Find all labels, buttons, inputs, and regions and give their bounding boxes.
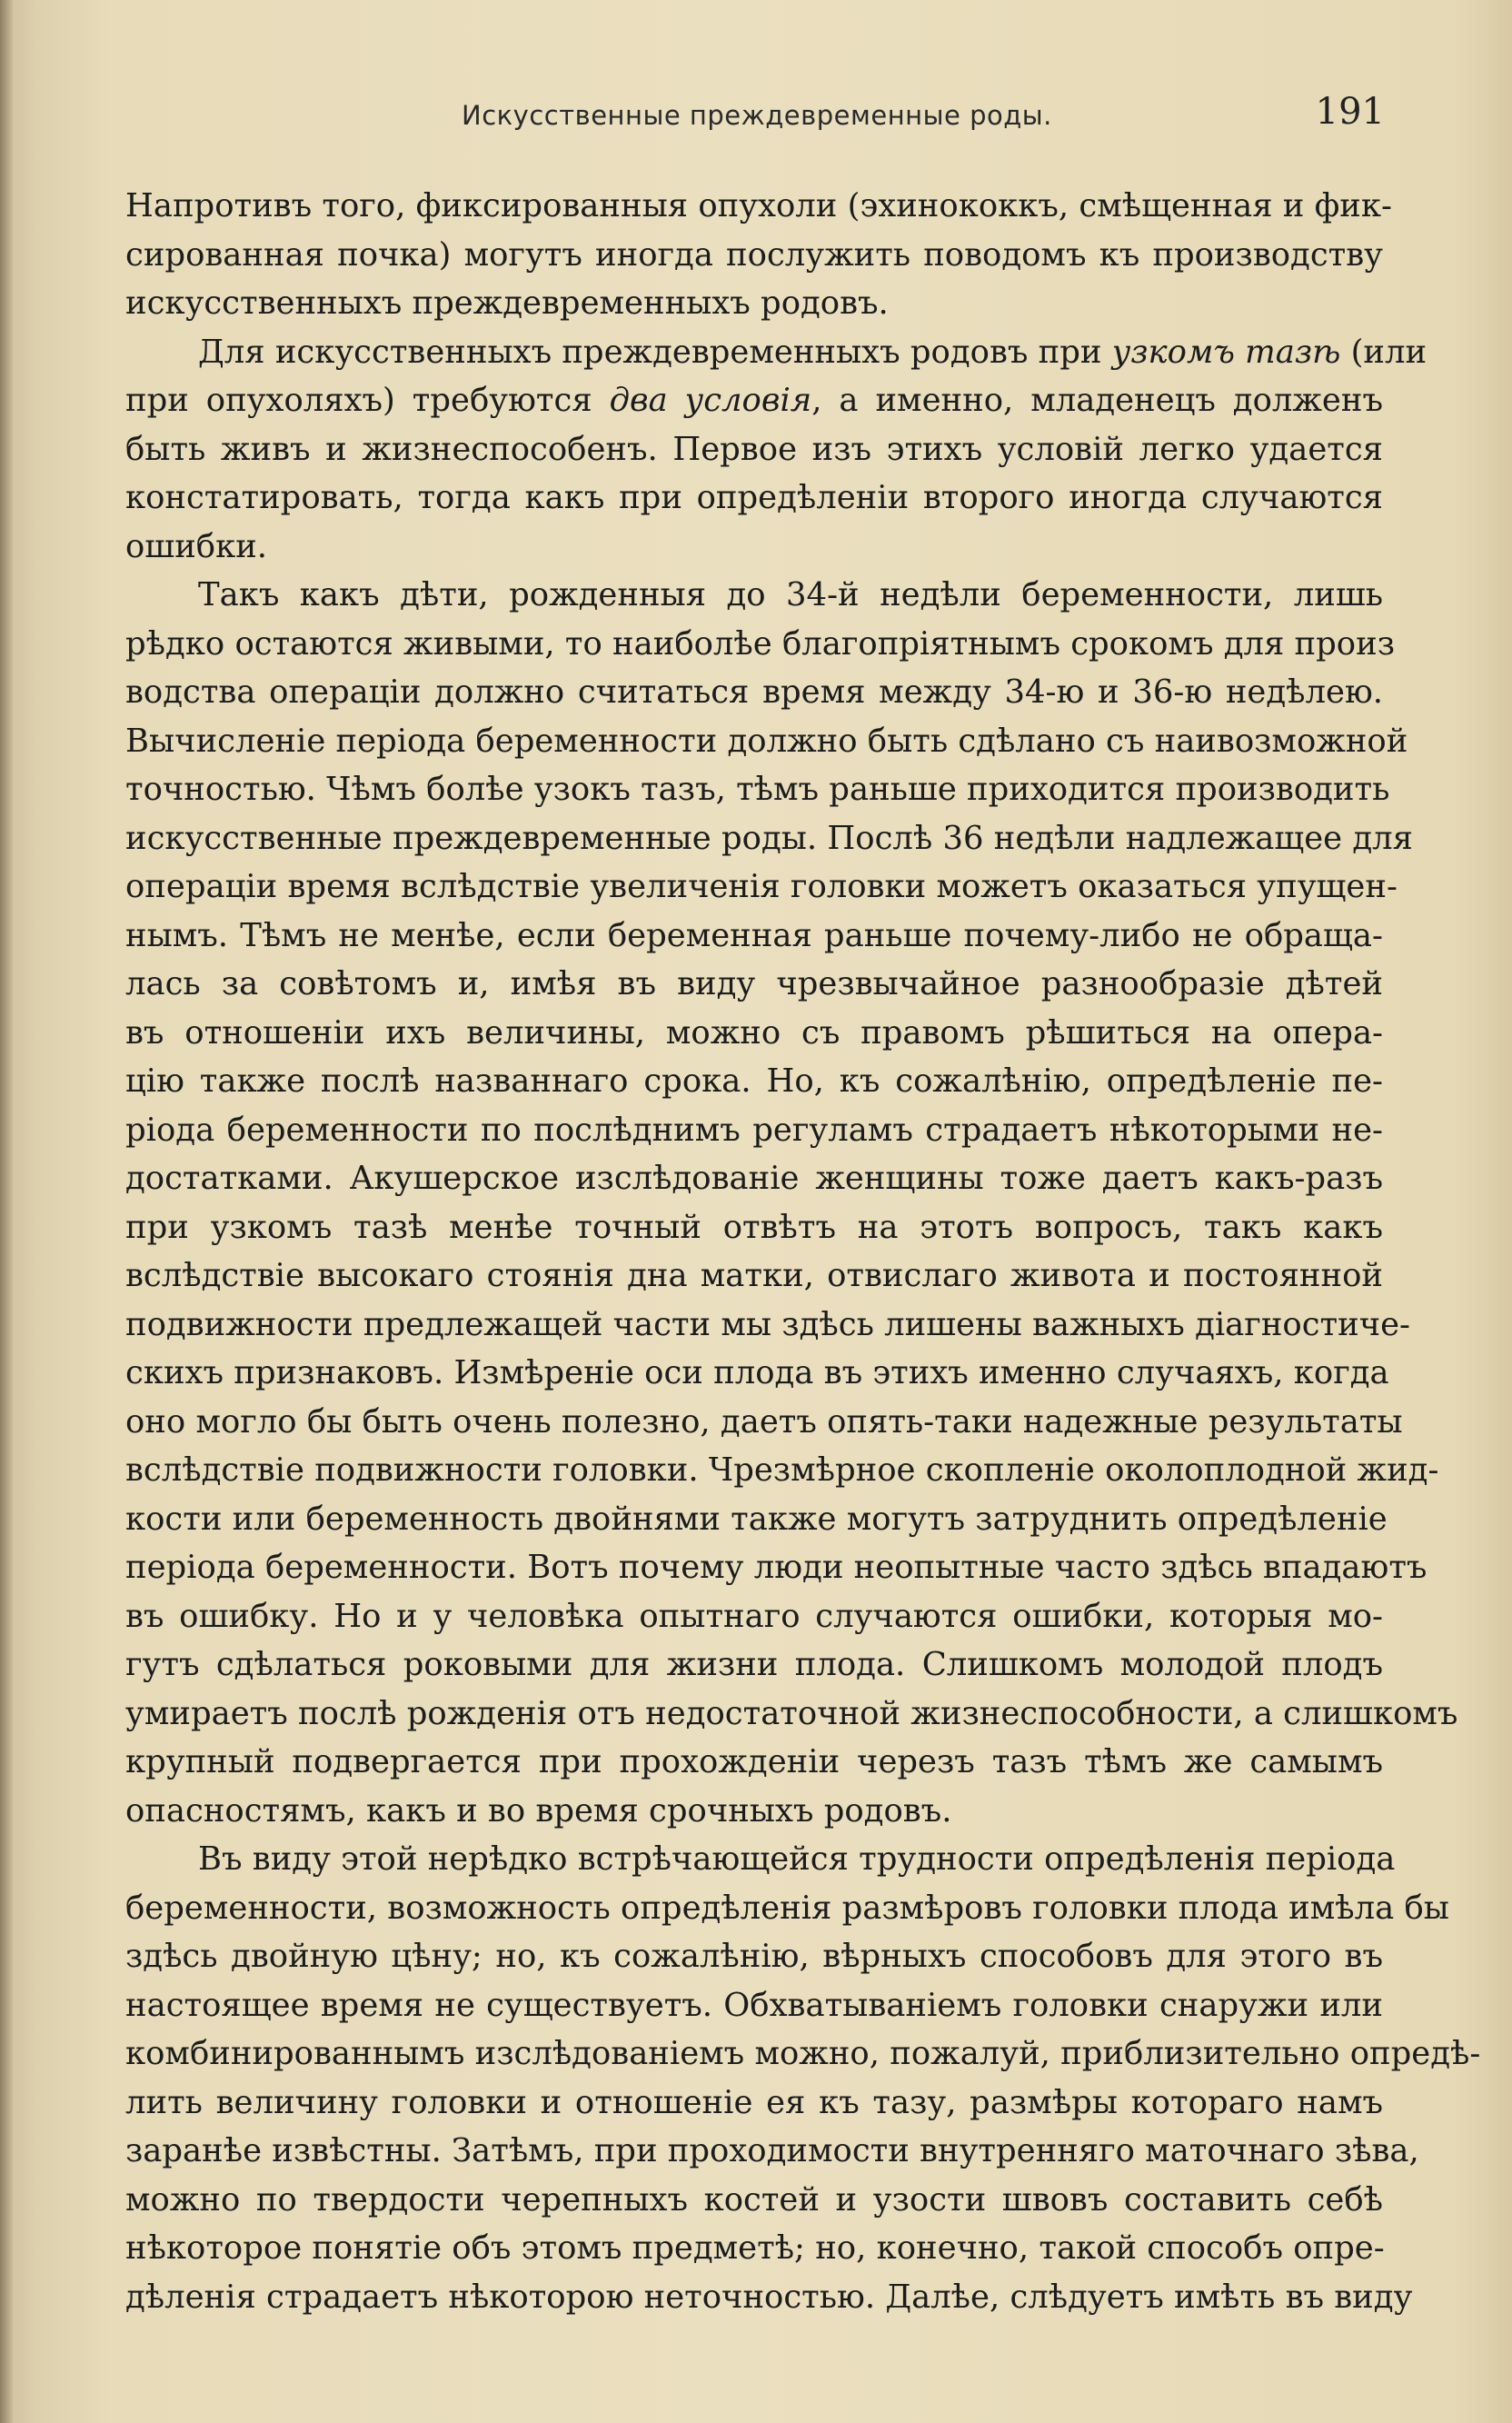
text-line: кости или беременность двойнями также могутъ затруднить опредѣленіе <box>125 1500 1388 1538</box>
binding-shadow <box>0 0 13 2423</box>
text-line: операціи время вслѣдствіе увеличенія головки можетъ оказаться упущен- <box>125 868 1398 905</box>
text-line: нѣкоторое понятіе объ этомъ предметѣ; но, конечно, такой способъ опре- <box>125 2229 1385 2267</box>
text-line: дѣленія страдаетъ нѣкоторою неточностью. Далѣе, слѣдуетъ имѣть въ виду <box>125 2278 1413 2316</box>
text-segment: два условія <box>609 382 812 419</box>
text-line: подвижности предлежащей части мы здѣсь лишены важныхъ діагностиче- <box>125 1305 1411 1343</box>
paragraph <box>125 571 1458 1835</box>
text-line <box>125 328 1427 377</box>
text-line: вслѣдствіе подвижности головки. Чрезмѣрное скопленіе околоплодной жид- <box>125 1451 1439 1489</box>
text-line: здѣсь двойную цѣну; но, къ сожалѣнію, вѣрныхъ способовъ для этого въ <box>125 1938 1383 1975</box>
text-line: беременности, возможность опредѣленія размѣровъ головки плода имѣла бы <box>125 1889 1449 1927</box>
text-line: крупный подвергается при прохожденіи черезъ тазъ тѣмъ же самымъ <box>125 1743 1383 1780</box>
text-line: скихъ признаковъ. Измѣреніе оси плода въ этихъ именно случаяхъ, когда <box>125 1354 1389 1391</box>
text-line: искусственныхъ преждевременныхъ родовъ. <box>125 284 889 322</box>
text-line: водства операціи должно считаться время между 34-ю и 36-ю недѣлею. <box>125 673 1383 711</box>
text-line <box>125 376 1383 425</box>
text-line: цію также послѣ названнаго срока. Но, къ сожалѣнію, опредѣленіе пе- <box>125 1062 1383 1100</box>
text-line: констатировать, тогда какъ при опредѣленіи второго иногда случаются <box>125 479 1383 516</box>
text-line: нымъ. Тѣмъ не менѣе, если беременная раньше почему-либо не обраща- <box>125 916 1383 954</box>
running-title: Искусственные преждевременные роды. <box>462 100 1052 131</box>
text-line: оно могло бы быть очень полезно, даетъ опять-таки надежные результаты <box>125 1402 1403 1441</box>
text-line: Вычисленіе періода беременности должно быть сдѣлано съ наивозможной <box>125 722 1408 760</box>
text-line: настоящее время не существуетъ. Обхватываніемъ головки снаружи или <box>125 1986 1383 2024</box>
text-line: гутъ сдѣлаться роковыми для жизни плода. Слишкомъ молодой плодъ <box>125 1646 1383 1683</box>
page-header <box>125 91 1385 145</box>
text-line: искусственные преждевременные роды. Послѣ 36 недѣли надлежащее для <box>125 819 1413 857</box>
text-line: лась за совѣтомъ и, имѣя въ виду чрезвычайное разнообразіе дѣтей <box>125 965 1383 1002</box>
text-segment: (или <box>1340 333 1427 371</box>
text-line: умираетъ послѣ рожденія отъ недостаточной жизнеспособности, а слишкомъ <box>125 1694 1458 1732</box>
text-line: достатками. Акушерское изслѣдованіе женщины тоже даетъ какъ-разъ <box>125 1160 1383 1197</box>
text-line: можно по твердости черепныхъ костей и узости швовъ составить себѣ <box>125 2180 1383 2219</box>
paragraph <box>125 1835 1481 2321</box>
text-line: заранѣе извѣстны. Затѣмъ, при проходимости внутренняго маточнаго зѣва, <box>125 2132 1419 2169</box>
paragraph <box>125 182 1392 328</box>
text-line: при узкомъ тазѣ менѣе точный отвѣтъ на этотъ вопросъ, такъ какъ <box>125 1208 1383 1246</box>
text-line: комбинированнымъ изслѣдованіемъ можно, пожалуй, приблизительно опредѣ- <box>125 2035 1481 2072</box>
text-line: Въ виду этой нерѣдко встрѣчающейся трудности опредѣленія періода <box>198 1840 1396 1878</box>
text-line: ріода беременности по послѣднимъ регуламъ страдаетъ нѣкоторыми не- <box>125 1111 1383 1149</box>
text-line: опасностямъ, какъ и во время срочныхъ родовъ. <box>125 1791 952 1830</box>
text-line: въ ошибку. Но и у человѣка опытнаго случаются ошибки, которыя мо- <box>125 1597 1383 1635</box>
text-line: вслѣдствіе высокаго стоянія дна матки, отвислаго живота и постоянной <box>125 1257 1383 1294</box>
text-line: быть живъ и жизнеспособенъ. Первое изъ этихъ условій легко удается <box>125 430 1383 468</box>
body-text <box>125 182 1481 2321</box>
text-segment: при опухоляхъ) требуются <box>125 382 610 419</box>
text-segment: Для искусственныхъ преждевременныхъ родовъ при <box>198 333 1112 371</box>
text-segment: узкомъ тазѣ <box>1111 333 1341 371</box>
text-line: ошибки. <box>125 527 268 565</box>
page-number: 191 <box>1315 91 1385 133</box>
paragraph <box>125 328 1427 572</box>
text-line: въ отношеніи ихъ величины, можно съ правомъ рѣшиться на опера- <box>125 1013 1383 1052</box>
text-line: точностью. Чѣмъ болѣе узокъ тазъ, тѣмъ раньше приходится производить <box>125 771 1390 808</box>
text-line: рѣдко остаются живыми, то наиболѣе благопріятнымъ срокомъ для произ <box>125 624 1395 663</box>
text-line: Напротивъ того, фиксированныя опухоли (эхинококкъ, смѣщенная и фик- <box>125 187 1392 224</box>
text-line: періода беременности. Вотъ почему люди неопытные часто здѣсь впадаютъ <box>125 1549 1427 1586</box>
text-line: лить величину головки и отношеніе ея къ тазу, размѣры котораго намъ <box>125 2083 1383 2121</box>
text-line: Такъ какъ дѣти, рожденныя до 34-й недѣли беременности, лишь <box>198 576 1383 613</box>
text-segment: , а именно, младенецъ долженъ <box>811 382 1383 419</box>
text-line: сированная почка) могутъ иногда послужить поводомъ къ производству <box>125 235 1383 274</box>
